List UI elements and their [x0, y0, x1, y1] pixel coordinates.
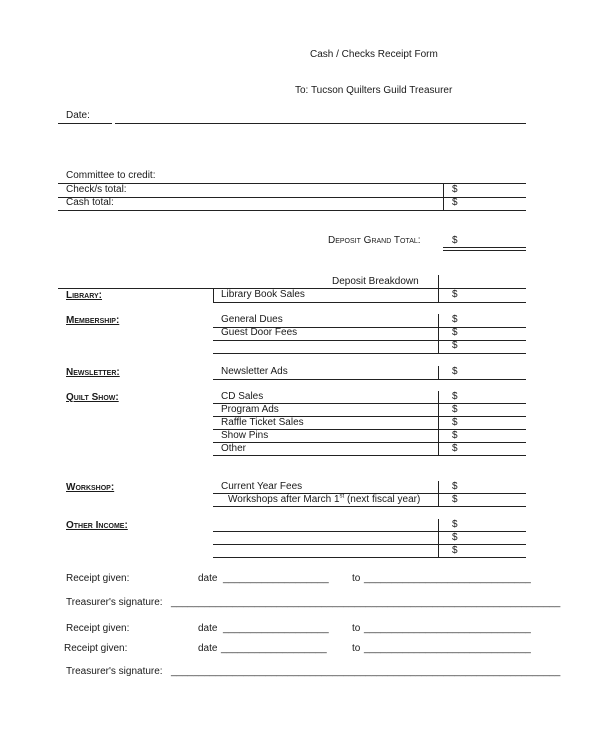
treasurer-signature-label-2: Treasurer's signature:: [66, 666, 163, 677]
breakdown-amount-divider: [438, 275, 439, 302]
treasurer-signature-label-1: Treasurer's signature:: [66, 597, 163, 608]
other-income-2-currency: $: [452, 532, 458, 543]
receipt-to-label-1: to: [352, 573, 361, 584]
category-library: Library:: [66, 290, 103, 301]
item-cd-sales: CD Sales: [221, 391, 264, 402]
other-income-line-2[interactable]: [213, 544, 526, 545]
item-guest-door-fees: Guest Door Fees: [221, 327, 298, 338]
checks-currency: $: [452, 184, 458, 195]
workshops-after-march-currency: $: [452, 494, 458, 505]
grand-total-currency: $: [452, 235, 458, 246]
receipt-date-field-1[interactable]: ___________________: [223, 573, 329, 584]
workshop-amount-divider: [438, 481, 439, 506]
membership-amount-divider: [438, 314, 439, 353]
category-quilt-show: Quilt Show:: [66, 392, 119, 403]
item-raffle-ticket-sales: Raffle Ticket Sales: [221, 417, 304, 428]
form-title: Cash / Checks Receipt Form: [310, 49, 438, 60]
receipt-given-label-1: Receipt given:: [66, 573, 130, 584]
other-income-1-currency: $: [452, 519, 458, 530]
membership-blank-line[interactable]: [213, 353, 526, 354]
committee-label: Committee to credit:: [66, 170, 156, 181]
receipt-date-field-2[interactable]: ___________________: [223, 623, 329, 634]
date-field-line[interactable]: [115, 123, 526, 124]
receipt-given-label-2: Receipt given:: [66, 623, 130, 634]
other-line[interactable]: [213, 455, 526, 456]
cash-total-line[interactable]: [58, 210, 526, 211]
guest-door-fees-currency: $: [452, 327, 458, 338]
breakdown-desc-divider: [213, 288, 214, 302]
membership-blank-currency: $: [452, 340, 458, 351]
grand-total-label: Deposit Grand Total:: [328, 235, 421, 246]
item-other: Other: [221, 443, 247, 454]
receipt-to-field-1[interactable]: ______________________________: [364, 573, 531, 584]
receipt-date-label-3: date: [198, 643, 218, 654]
item-current-year-fees: Current Year Fees: [221, 481, 303, 492]
checks-total-label: Check/s total:: [66, 184, 127, 195]
category-membership: Membership:: [66, 315, 120, 326]
recipient-line: To: Tucson Quilters Guild Treasurer: [295, 85, 453, 96]
current-year-fees-currency: $: [452, 481, 458, 492]
other-income-3-currency: $: [452, 545, 458, 556]
item-library-book-sales: Library Book Sales: [221, 289, 305, 300]
program-ads-currency: $: [452, 404, 458, 415]
item-newsletter-ads: Newsletter Ads: [221, 366, 288, 377]
show-pins-line[interactable]: [213, 442, 526, 443]
newsletter-ads-line[interactable]: [213, 379, 526, 380]
receipt-given-label-3: Receipt given:: [64, 643, 128, 654]
newsletter-amount-divider: [438, 366, 439, 379]
raffle-ticket-sales-currency: $: [452, 417, 458, 428]
treasurer-signature-field-2[interactable]: ______________________________________________________________________: [171, 666, 561, 677]
cash-currency: $: [452, 197, 458, 208]
workshops-after-march-line[interactable]: [213, 506, 526, 507]
library-book-sales-line[interactable]: [213, 302, 526, 303]
breakdown-heading: Deposit Breakdown: [332, 276, 419, 287]
date-rule-left: [58, 123, 112, 124]
cd-sales-currency: $: [452, 391, 458, 402]
receipt-to-field-2[interactable]: ______________________________: [364, 623, 531, 634]
guest-door-fees-line[interactable]: [213, 340, 526, 341]
quilt-show-amount-divider: [438, 391, 439, 455]
category-workshop: Workshop:: [66, 482, 115, 493]
other-income-line-3[interactable]: [213, 557, 526, 558]
item-program-ads: Program Ads: [221, 404, 279, 415]
other-currency: $: [452, 443, 458, 454]
item-show-pins: Show Pins: [221, 430, 269, 441]
category-other-income: Other Income:: [66, 520, 128, 531]
receipt-to-label-3: to: [352, 643, 361, 654]
item-workshops-after-march: Workshops after March 1st (next fiscal year): [228, 493, 421, 505]
other-income-amount-divider: [438, 519, 439, 557]
grand-total-double-rule[interactable]: [443, 247, 526, 251]
newsletter-ads-currency: $: [452, 366, 458, 377]
receipt-date-field-3[interactable]: ___________________: [221, 643, 327, 654]
treasurer-signature-field-1[interactable]: ______________________________________________________________________: [171, 597, 561, 608]
other-income-line-1[interactable]: [213, 531, 526, 532]
category-newsletter: Newsletter:: [66, 367, 120, 378]
receipt-date-label-2: date: [198, 623, 218, 634]
receipt-to-label-2: to: [352, 623, 361, 634]
date-label: Date:: [66, 110, 90, 121]
library-book-sales-currency: $: [452, 289, 458, 300]
show-pins-currency: $: [452, 430, 458, 441]
cash-total-label: Cash total:: [66, 197, 114, 208]
receipt-date-label-1: date: [198, 573, 218, 584]
item-general-dues: General Dues: [221, 314, 283, 325]
receipt-to-field-3[interactable]: ______________________________: [364, 643, 531, 654]
general-dues-currency: $: [452, 314, 458, 325]
